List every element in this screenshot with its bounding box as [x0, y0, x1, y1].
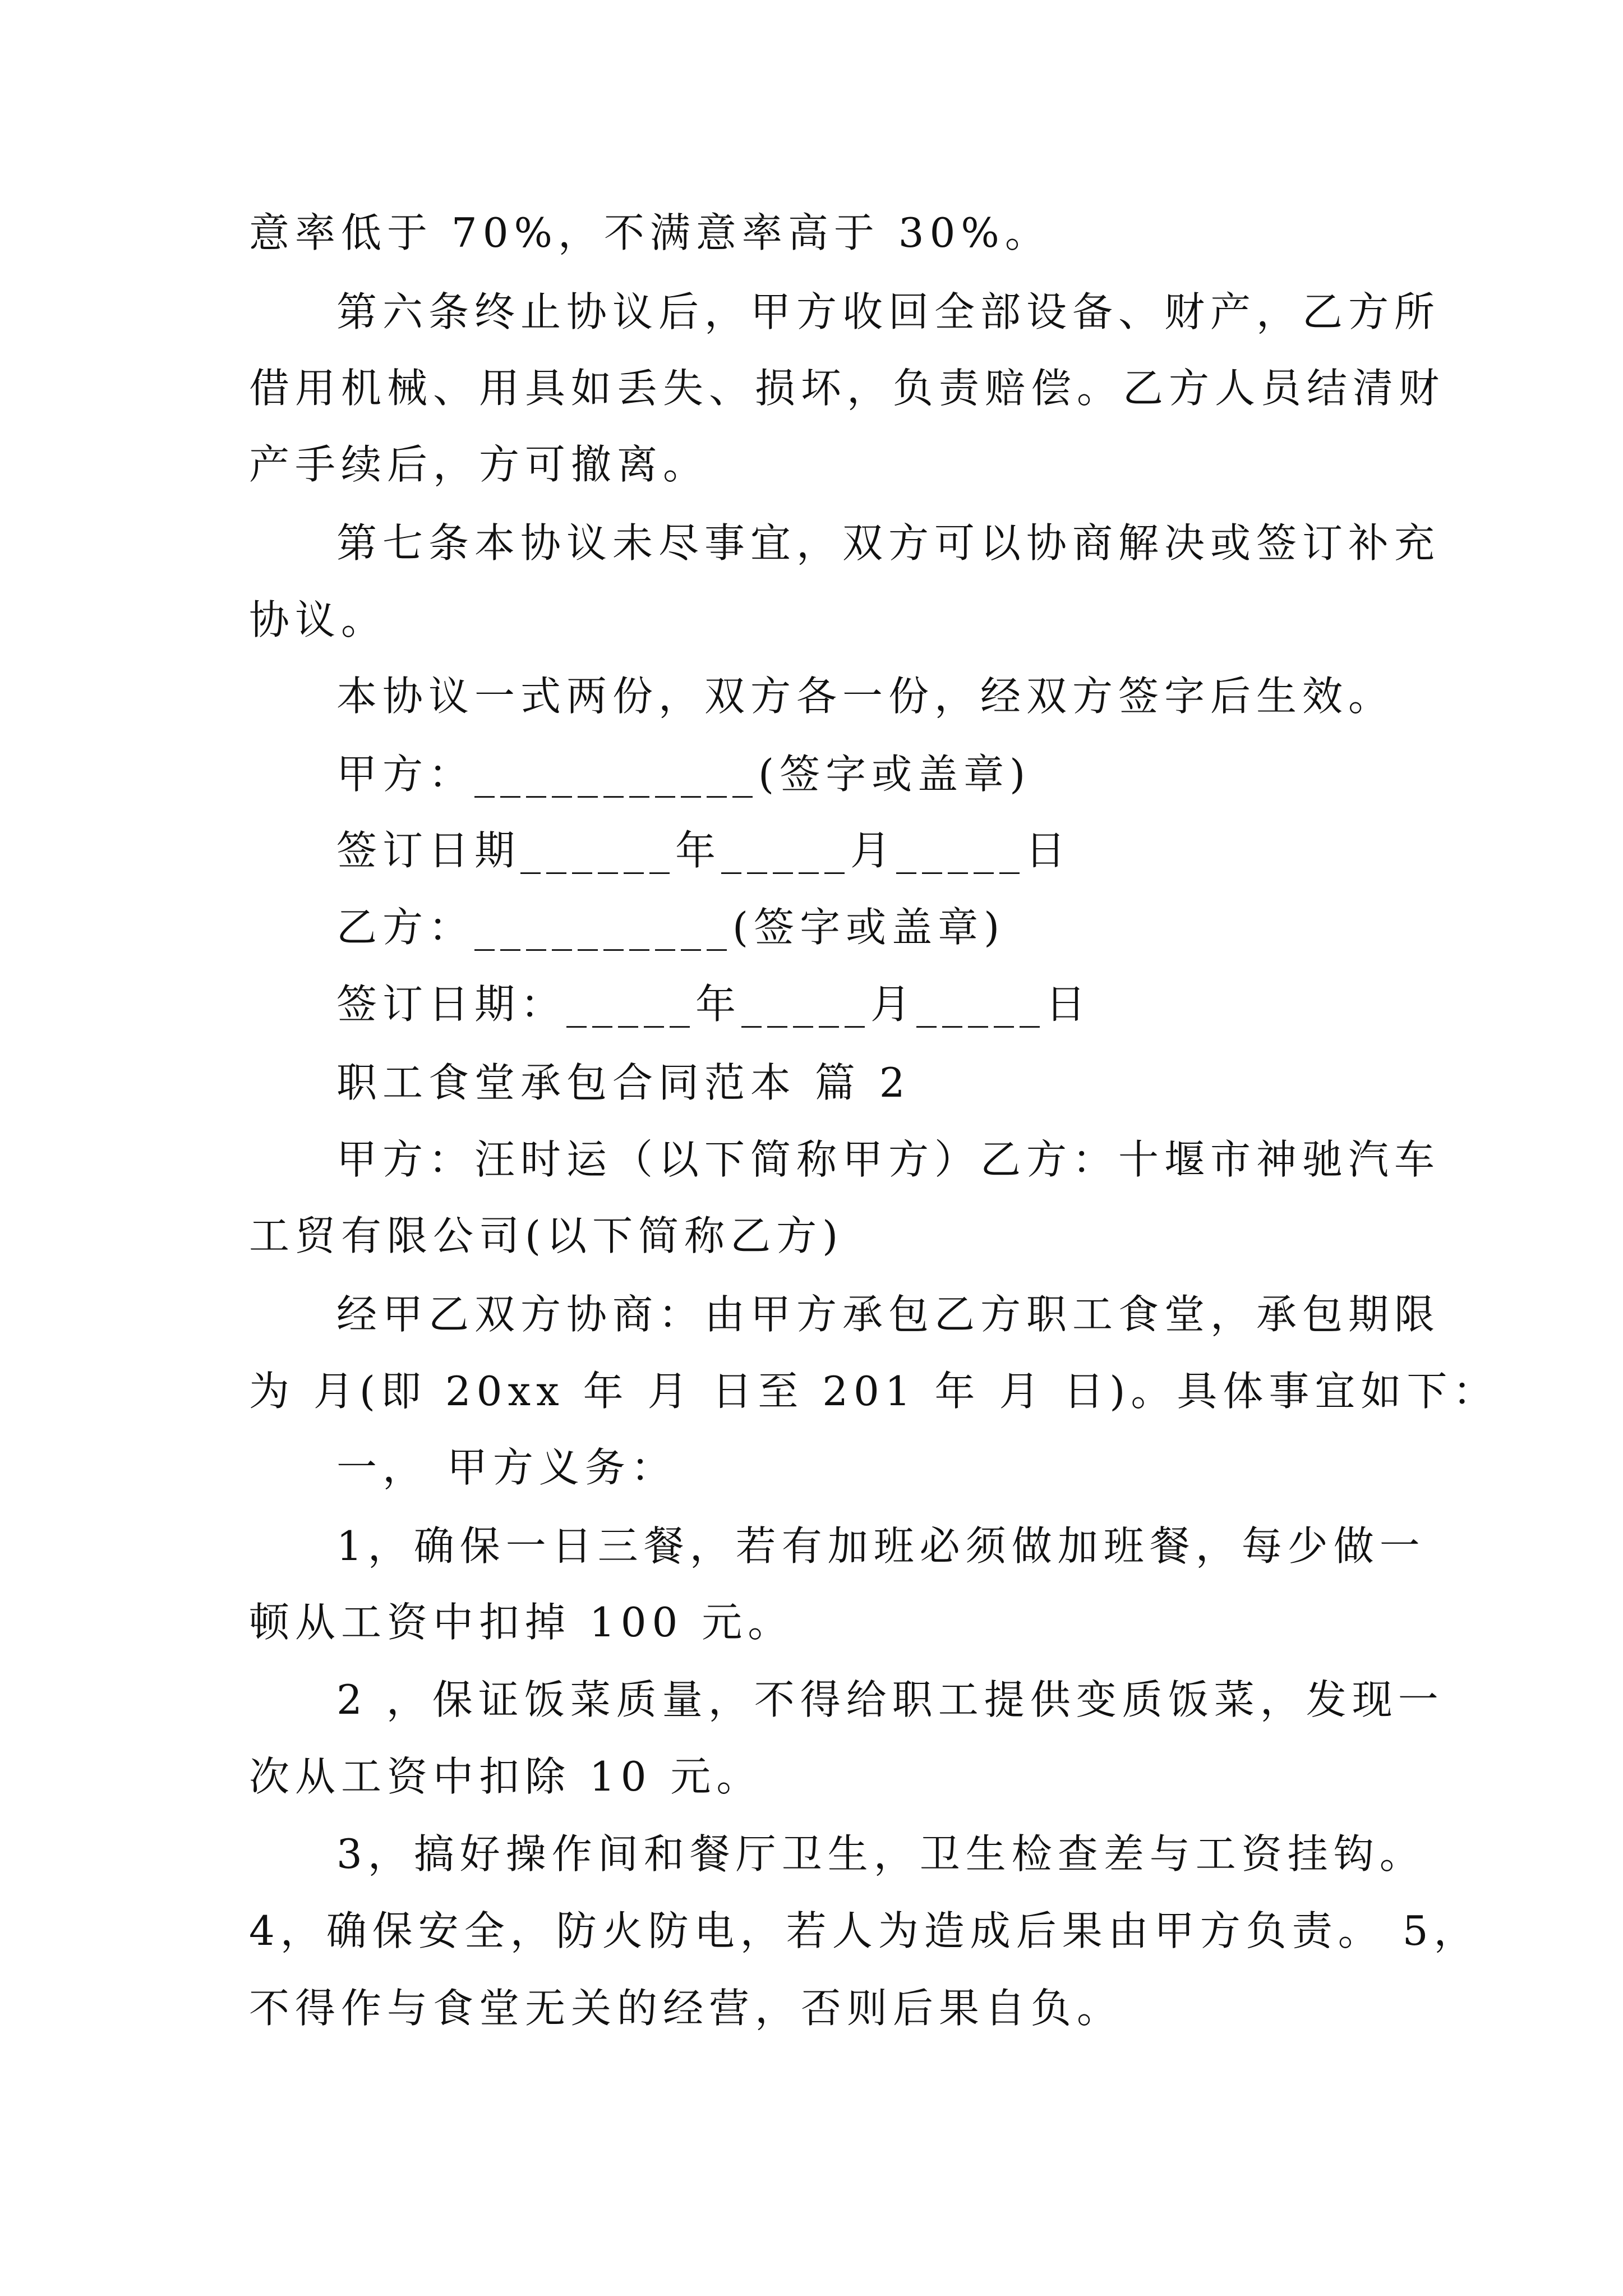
- text-line-5: 第七条本协议未尽事宜，双方可以协商解决或签订补充: [336, 519, 1441, 567]
- text-line-13: 甲方：汪时运（以下简称甲方）乙方：十堰市神驰汽车: [336, 1136, 1441, 1183]
- text-line-20: 2 ，保证饭菜质量，不得给职工提供变质饭菜，发现一: [336, 1676, 1444, 1723]
- text-line-17: 一， 甲方义务：: [336, 1444, 677, 1491]
- signature-party-a: 甲方：___________(签字或盖章): [336, 751, 1031, 798]
- signature-date-b: 签订日期：_____年_____月_____日: [336, 981, 1092, 1028]
- text-line-3: 借用机械、用具如丢失、损坏，负责赔偿。乙方人员结清财: [249, 365, 1445, 412]
- section-heading: 职工食堂承包合同范本 篇 2: [336, 1059, 911, 1106]
- text-line-24: 不得作与食堂无关的经营，否则后果自负。: [249, 1985, 1123, 2032]
- text-line-2: 第六条终止协议后，甲方收回全部设备、财产，乙方所: [336, 288, 1441, 335]
- text-line-14: 工贸有限公司(以下简称乙方): [249, 1212, 844, 1259]
- text-line-22: 3，搞好操作间和餐厅卫生，卫生检查差与工资挂钩。: [336, 1830, 1426, 1878]
- text-line-16: 为 月(即 20xx 年 月 日至 201 年 月 日)。具体事宜如下：: [249, 1368, 1499, 1415]
- signature-party-b: 乙方：__________(签字或盖章): [336, 904, 1006, 951]
- text-line-19: 顿从工资中扣掉 100 元。: [249, 1599, 794, 1646]
- text-line-1: 意率低于 70%，不满意率高于 30%。: [249, 209, 1051, 256]
- text-line-21: 次从工资中扣除 10 元。: [249, 1753, 763, 1800]
- text-line-23: 4，确保安全，防火防电，若人为造成后果由甲方负责。 5，: [249, 1907, 1480, 1954]
- text-line-4: 产手续后，方可撤离。: [249, 441, 709, 488]
- text-line-7: 本协议一式两份，双方各一份，经双方签字后生效。: [336, 673, 1395, 720]
- text-line-18: 1，确保一日三餐，若有加班必须做加班餐，每少做一: [336, 1522, 1426, 1570]
- text-line-15: 经甲乙双方协商：由甲方承包乙方职工食堂，承包期限: [336, 1291, 1441, 1338]
- signature-date-a: 签订日期______年_____月_____日: [336, 827, 1072, 874]
- text-line-6: 协议。: [249, 596, 388, 643]
